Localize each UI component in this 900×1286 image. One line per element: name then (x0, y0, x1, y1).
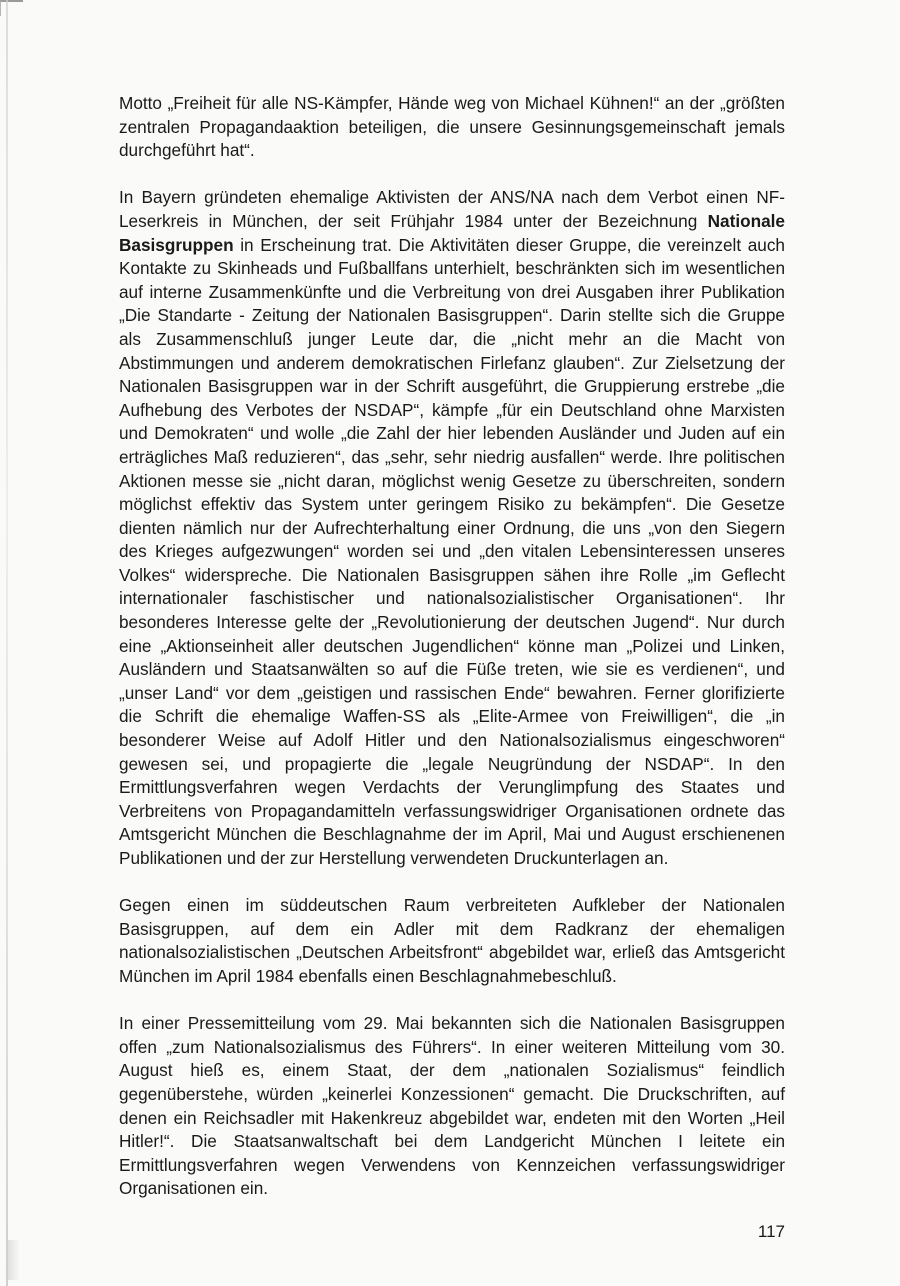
bold-term: Nationale Basisgruppen (119, 210, 785, 255)
text-run: Gegen einen im süddeutschen Raum verbreiteten Aufkleber der Nationalen Basisgruppen, auf dem ein Adler mit dem Radkranz der ehemaligen nationalsozialistischen „Deutschen Arbeitsfront“ abgebildet war, erließ das Amtsgericht München im April 1984 ebenfalls einen Beschlagnahmebeschluß. (119, 895, 785, 986)
text-run: In Bayern gründeten ehemalige Aktivisten der ANS/NA nach dem Verbot einen NF-Leserkreis in München, der seit Frühjahr 1984 unter der Bezeichnung (119, 187, 785, 231)
text-run: in Erscheinung trat. Die Aktivitäten dieser Gruppe, die vereinzelt auch Kontakte zu Skinheads und Fußballfans unterhielt, beschränkten sich im wesentlichen auf interne Zusammenkünfte und die Verbreitung von drei Ausgaben ihrer Publikation „Die Standarte - Zeitung der Nationalen Basisgruppen“. Darin stellte sich die Gruppe als Zusammenschluß junger Leute dar, die „nicht mehr an die Macht von Abstimmungen und anderem demokratischen Firlefanz glauben“. Zur Zielsetzung der Nationalen Basisgruppen war in der Schrift ausgeführt, die Gruppierung erstrebe „die Aufhebung des Verbotes der NSDAP“, kämpfe „für ein Deutschland ohne Marxisten und Demokraten“ und wolle „die Zahl der hier lebenden Ausländer und Juden auf ein erträgliches Maß reduzieren“, das „sehr, sehr niedrig ausfallen“ werde. Ihre politischen Aktionen messe sie „nicht daran, möglichst wenig Gesetze zu überschreiten, sondern möglichst effektiv das System unter geringem Risiko zu bekämpfen“. Die Gesetze dienten nämlich nur der Aufrechterhaltung einer Ordnung, die uns „von den Siegern des Krieges aufgezwungen“ worden sei und „den vitalen Lebensinteressen unseres Volkes“ widerspreche. Die Nationalen Basisgruppen sähen ihre Rolle „im Geflecht internationaler faschistischer und nationalsozialistischer Organisationen“. Ihr besonderes Interesse gelte der „Revolutionierung der deutschen Jugend“. Nur durch eine „Aktionseinheit aller deutschen Jugendlichen“ könne man „Polizei und Linken, Ausländern und Staatsanwälten so auf die Füße treten, wie sie es verdienen“, und „unser Land“ vor dem „geistigen und rassischen Ende“ bewahren. Ferner glorifizierte die Schrift die ehemalige Waffen-SS als „Elite-Armee von Freiwilligen“, die „in besonderer Weise auf Adolf Hitler und den Nationalsozialismus eingeschworen“ gewesen sei, und propagierte die „legale Neugründung der NSDAP“. In den Ermittlungsverfahren wegen Verdachts der Verunglimpfung des Staates und Verbreitens von Propagandamitteln verfassungswidriger Organisationen ordnete das Amtsgericht München die Beschlagnahme der im April, Mai und August erschienenen Publikationen und der zur Herstellung verwendeten Druckunterlagen an. (119, 234, 785, 868)
paragraph-1 (119, 92, 785, 163)
text-run: In einer Pressemitteilung vom 29. Mai bekannten sich die Nationalen Basisgruppen offen „zum Nationalsozialismus des Führers“. In einer weiteren Mitteilung vom 30. August hieß es, einem Staat, der dem „nationalen Sozialismus“ feindlich gegenüberstehe, würden „keinerlei Konzessionen“ gemacht. Die Druckschriften, auf denen ein Reichsadler mit Hakenkreuz abgebildet war, endeten mit den Worten „Heil Hitler!“. Die Staatsanwaltschaft bei dem Landgericht München I leitete ein Ermittlungsverfahren wegen Verwendens von Kennzeichen verfassungswidriger Organisationen ein. (119, 1013, 785, 1199)
scan-binding-edge (6, 0, 8, 1286)
paragraph-2 (119, 186, 785, 870)
page-number: 117 (757, 1222, 785, 1241)
text-run: Motto „Freiheit für alle NS-Kämpfer, Hände weg von Michael Kühnen!“ an der „größten zentralen Propagandaaktion beteiligen, die unsere Gesinnungsgemeinschaft jemals durchgeführt hat“. (119, 93, 785, 161)
body-text (119, 92, 785, 1201)
paragraph-3 (119, 894, 785, 988)
scan-bottom-mark (8, 1240, 20, 1280)
scan-corner-mark (0, 0, 23, 16)
paragraph-4 (119, 1012, 785, 1201)
